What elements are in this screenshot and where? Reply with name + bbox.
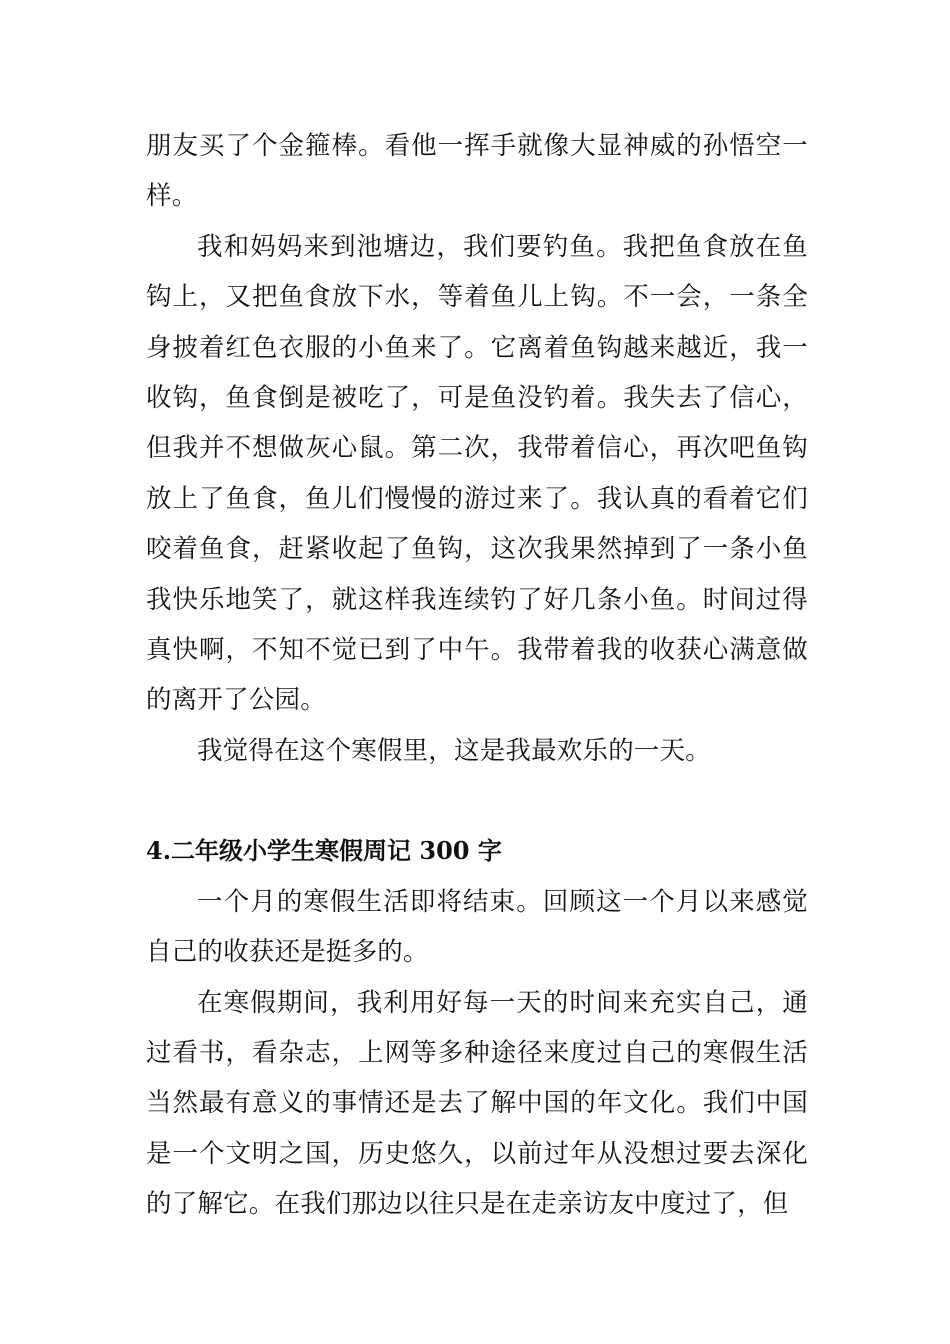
paragraph-winter-break-activities: 在寒假期间，我利用好每一天的时间来充实自己，通过看书，看杂志，上网等多种途径来度过自己的寒假生活当然最有意义的事情还是去了解中国的年文化。我们中国是一个文明之国，历史悠久，以前过年从没想过要去深化的了解它。在我们那边以往只是在走亲访友中度过了，但 xyxy=(146,987,808,1220)
section-heading: 4.二年级小学生寒假周记 300 字 xyxy=(146,836,502,866)
document-body xyxy=(146,121,808,1230)
paragraph-continued-story: 朋友买了个金箍棒。看他一挥手就像大显神威的孙悟空一样。 xyxy=(146,131,808,212)
paragraph-conclusion: 我觉得在这个寒假里，这是我最欢乐的一天。 xyxy=(197,735,712,766)
paragraph-winter-break-summary: 一个月的寒假生活即将结束。回顾这一个月以来感觉自己的收获还是挺多的。 xyxy=(146,886,808,968)
paragraph-fishing-story: 我和妈妈来到池塘边，我们要钓鱼。我把鱼食放在鱼钩上，又把鱼食放下水，等着鱼儿上钩。不一会，一条全身披着红色衣服的小鱼来了。它离着鱼钩越来越近，我一收钩，鱼食倒是被吃了，可是鱼没钓着。我失去了信心，但我并不想做灰心鼠。第二次，我带着信心，再次吧鱼钩放上了鱼食，鱼儿们慢慢的游过来了。我认真的看着它们咬着鱼食，赶紧收起了鱼钩，这次我果然掉到了一条小鱼我快乐地笑了，就这样我连续钓了好几条小鱼。时间过得真快啊，不知不觉已到了中午。我带着我的收获心满意做的离开了公园。 xyxy=(146,231,808,716)
section-spacer xyxy=(146,776,808,826)
